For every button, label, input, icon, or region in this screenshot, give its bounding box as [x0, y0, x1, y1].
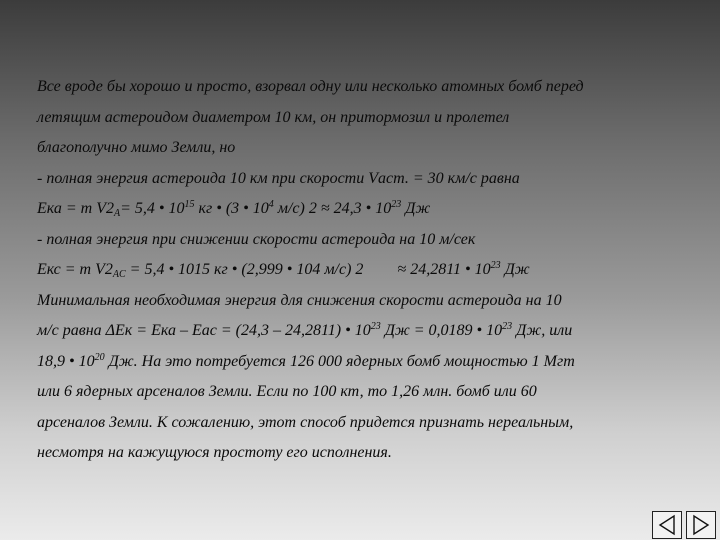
formula-line: 18,9 • $10^{20}$ Дж. На это потребуется 126 000 ядерных бомб мощностью 1 Мгт [37, 351, 575, 370]
text-line: Минимальная необходимая энергия для снижения скорости астероида на 10 [37, 291, 562, 309]
text-line: арсеналов Земли. К сожалению, этот способ придется признать нереальным, [37, 413, 574, 431]
text-line: благополучно мимо Земли, но [37, 139, 236, 156]
text-line: или 6 ядерных арсеналов Земли. Если по 100 кт, то 1,26 млн. бомб или 60 [37, 383, 537, 400]
triangle-right-icon [687, 512, 715, 538]
text-line: - полная энергия при снижении скорости астероида на 10 м/сек [37, 230, 476, 248]
text-line: летящим астероидом диаметром 10 км, он притормозил и пролетел [37, 108, 510, 126]
formula-line: Eка = m $V2_A= 5,4$ • $10^{15}$ кг • (3 • $10^4$ м/с) 2 ≈ 24,3 • $10^{23}$ Дж [37, 199, 431, 219]
next-slide-button[interactable] [686, 511, 716, 539]
text-line: несмотря на кажущуюся простоту его исполнения. [37, 444, 392, 461]
slide-body-text [37, 72, 705, 469]
text-line: Все вроде бы хорошо и просто, взорвал одну или несколько атомных бомб перед [37, 78, 584, 95]
formula-line: м/с равна ΔEк = Eка – Eас = (24,3 – 24,2811) • $10^{23}$ Дж = 0,0189 • $10^{23}$ Дж, или [37, 321, 573, 339]
text-line: - полная энергия астероида 10 км при скорости Vаст. = 30 км/с равна [37, 169, 520, 187]
triangle-left-icon [653, 512, 681, 538]
previous-slide-button[interactable] [652, 511, 682, 539]
formula-line: Eкс = m $V2_{AC} = 5,4$ • 1015 кг • (2,999 • 104 м/с) 2 ≈ 24,2811 • $10^{23}$ Дж [37, 260, 530, 280]
